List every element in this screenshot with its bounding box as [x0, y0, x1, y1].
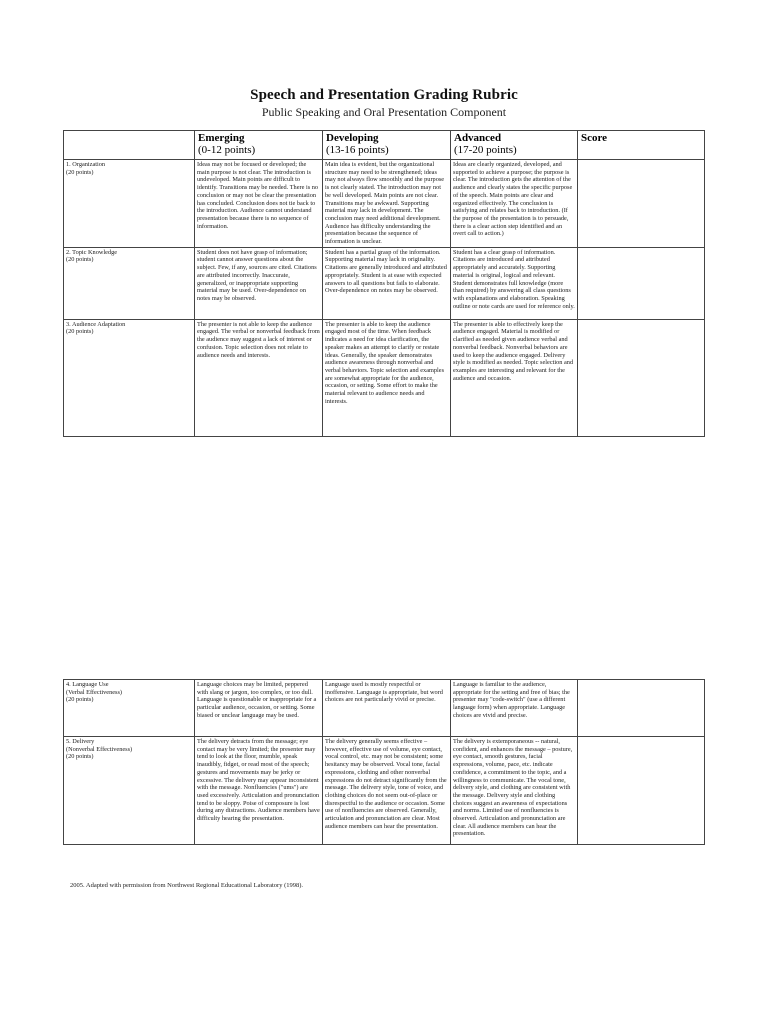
developing-description: Language used is mostly respectful or inoffensive. Language is appropriate, but word choices are not particularly vivid or precise.: [323, 680, 451, 737]
table-row-language-use: [64, 680, 705, 737]
table-row-organization: [64, 160, 705, 248]
emerging-description: Student does not have grasp of information; student cannot answer questions about the subject. Few, if any, sources are cited. Citations are attributed incorrectly. Inaccurate, generalized, or inappropriate supporting material may be used. Over-dependence on notes may be observed.: [195, 247, 323, 319]
header-criterion-cell: [64, 131, 195, 160]
criterion-cell: [64, 247, 195, 319]
header-score-label: Score: [581, 132, 608, 144]
criterion-points: (20 points): [66, 753, 94, 761]
score-cell[interactable]: [578, 247, 705, 319]
emerging-description: Ideas may not be focused or developed; the main purpose is not clear. The introduction is undeveloped. Main points are difficult to identify. Transitions may be needed. There is no conclusion or may not be clear the presentation has concluded. Conclusion does not tie back to the introduction. Audience cannot understand presentation because there is no sequence of information.: [195, 160, 323, 248]
table-row-topic-knowledge: [64, 247, 705, 319]
header-developing: [323, 131, 451, 160]
rubric-table-part-1: [63, 130, 705, 437]
emerging-description: Language choices may be limited, peppered with slang or jargon, too complex, or too dull. Language is questionable or inappropriate for a particular audience, occasion, or setting. Some biased or unclear language may be used.: [195, 680, 323, 737]
criterion-cell: [64, 319, 195, 436]
header-advanced: [451, 131, 578, 160]
developing-description: The presenter is able to keep the audience engaged most of the time. When feedback indicates a need for idea clarification, the speaker makes an attempt to clarify or restate ideas. Generally, the speaker demonstrates audience awareness through nonverbal and verbal behaviors. Topic selection and examples are somewhat appropriate for the audience, occasion, or setting. Some effort to make the material relevant to audience needs and interests.: [323, 319, 451, 436]
criterion-cell: [64, 680, 195, 737]
criterion-points: (20 points): [66, 256, 94, 264]
criterion-name: 4. Language Use: [66, 681, 109, 688]
score-cell[interactable]: [578, 680, 705, 737]
header-row: [64, 131, 705, 160]
table-row-delivery: [64, 737, 705, 845]
header-developing-points: (13-16 points): [326, 144, 389, 156]
score-cell[interactable]: [578, 737, 705, 845]
criterion-name: 1. Organization: [66, 161, 106, 168]
criterion-subtitle: (Nonverbal Effectiveness): [66, 745, 133, 753]
emerging-description: The presenter is not able to keep the audience engaged. The verbal or nonverbal feedback from the audience may suggest a lack of interest or confusion. Topic selection does not relate to audience needs and interests.: [195, 319, 323, 436]
rubric-table-part-2: [63, 679, 705, 845]
criterion-name: 5. Delivery: [66, 738, 95, 745]
criterion-points: (20 points): [66, 168, 94, 176]
criterion-name: 3. Audience Adaptation: [66, 320, 126, 328]
header-score: [578, 131, 705, 160]
header-emerging-label: Emerging: [198, 132, 245, 144]
emerging-description: The delivery detracts from the message; eye contact may be very limited; the presenter may tend to look at the floor, mumble, speak inaudibly, fidget, or read most of the speech; gestures and movements may be jerky or excessive. The delivery may appear inconsistent with the message. Nonfluencies ("ums") are used excessively. Articulation and pronunciation tend to be sloppy. Poise of composure is lost during any distractions. Audience members have difficulty hearing the presentation.: [195, 737, 323, 845]
criterion-name: 2. Topic Knowledge: [66, 248, 118, 256]
rubric-subtitle: Public Speaking and Oral Presentation Component: [261, 105, 507, 119]
table-row-audience-adaptation: [64, 319, 705, 436]
developing-description: The delivery generally seems effective – however, effective use of volume, eye contact, vocal control, etc. may not be consistent; some hesitancy may be observed. Vocal tone, facial expressions, clothing and other nonverbal expressions do not detract significantly from the message. The delivery style, tone of voice, and clothing choices do not seem out-of-place or disrespectful to the audience or occasion. Some use of nonfluencies are observed. Generally, articulation and pronunciation are clear. Most audience members can hear the presentation.: [323, 737, 451, 845]
rubric-title: Speech and Presentation Grading Rubric: [250, 87, 518, 103]
advanced-description: The presenter is able to effectively keep the audience engaged. Material is modified or clarified as needed given audience verbal and nonverbal feedback. Nonverbal behaviors are used to keep the audience engaged. Delivery style is modified as needed. Topic selection and examples are interesting and relevant for the audience and occasion.: [451, 319, 578, 436]
header-advanced-label: Advanced: [454, 132, 502, 144]
advanced-description: Ideas are clearly organized, developed, and supported to achieve a purpose; the purpose is clear. The introduction gets the attention of the audience and clearly states the specific purpose of the speech. Main points are clear and organized effectively. The conclusion is satisfying and relates back to introduction. (If the purpose of the presentation is to persuade, there is a clear action step identified and an overt call to action.): [451, 160, 578, 248]
score-cell[interactable]: [578, 319, 705, 436]
advanced-description: The delivery is extemporaneous -- natural, confident, and enhances the message – posture, eye contact, smooth gestures, facial expressions, volume, pace, etc. indicate confidence, a commitment to the topic, and a willingness to communicate. The vocal tone, delivery style, and clothing are consistent with the message. Delivery style and clothing choices suggest an awareness of expectations and norms. Limited use of nonfluencies is observed. Articulation and pronunciation are clear. All audience members can hear the presentation.: [451, 737, 578, 845]
header-emerging: [195, 131, 323, 160]
developing-description: Student has a partial grasp of the information. Supporting material may lack in originality. Citations are generally introduced and attributed appropriately. Student is at ease with expected answers to all questions but fails to elaborate. Over-dependence on notes may be observed.: [323, 247, 451, 319]
footnote: 2005. Adapted with permission from Northwest Regional Educational Laboratory (1998).: [70, 882, 304, 889]
criterion-points: (20 points): [66, 696, 94, 704]
criterion-subtitle: (Verbal Effectiveness): [66, 688, 123, 696]
header-advanced-points: (17-20 points): [454, 144, 517, 156]
header-developing-label: Developing: [326, 132, 379, 144]
header-emerging-points: (0-12 points): [198, 144, 256, 156]
score-cell[interactable]: [578, 160, 705, 248]
advanced-description: Language is familiar to the audience, appropriate for the setting and free of bias; the presenter may "code-switch" (use a different language form) when appropriate. Language choices are vivid and precise.: [451, 680, 578, 737]
developing-description: Main idea is evident, but the organizational structure may need to be strengthened; ideas may not always flow smoothly and the purpose is not clearly stated. The introduction may not be well developed. Main points are not clear. Transitions may be awkward. Supporting material may lack in development. The conclusion may need additional development. Audience has difficulty understanding the presentation because the sequence of information is unclear.: [323, 160, 451, 248]
criterion-cell: [64, 737, 195, 845]
criterion-points: (20 points): [66, 328, 94, 336]
advanced-description: Student has a clear grasp of information. Citations are introduced and attributed appropriately and accurately. Supporting material is original, logical and relevant. Student demonstrates full knowledge (more than required) by answering all class questions with explanations and elaboration. Speaking outline or note cards are used for reference only.: [451, 247, 578, 319]
criterion-cell: [64, 160, 195, 248]
